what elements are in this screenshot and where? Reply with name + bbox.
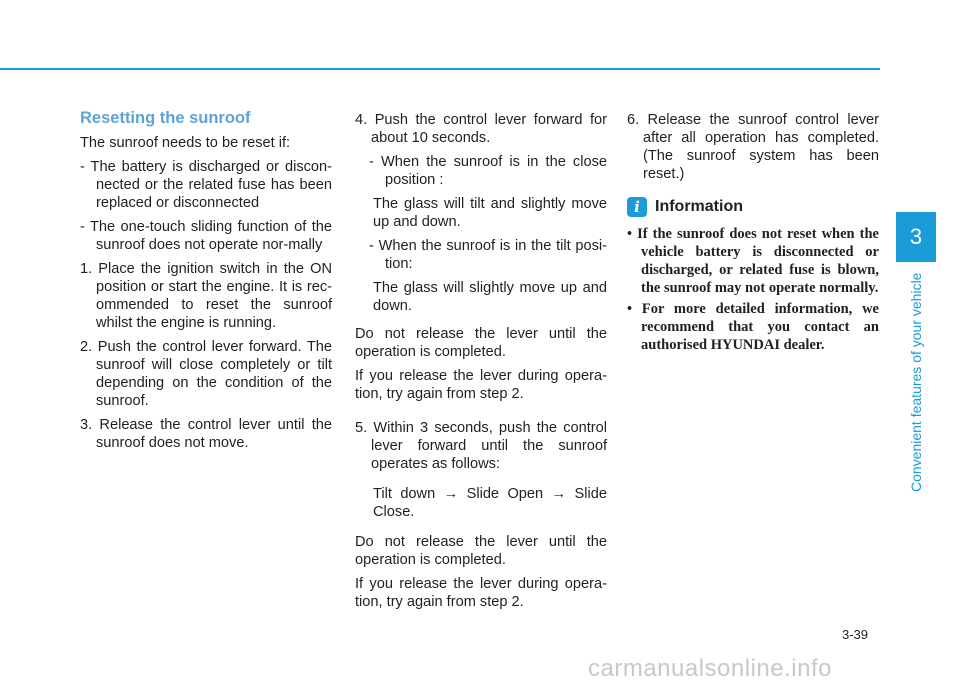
condition-item: - The one-touch sliding function of the sunroof does not operate nor-mally [80,219,332,253]
note-release: Do not release the lever until the operation is completed. [355,534,607,568]
step-4-close-label: - When the sunroof is in the close position : [369,154,607,188]
watermark: carmanualsonline.info [588,655,832,682]
step-4-close-text: The glass will tilt and slightly move up and down. [373,196,607,230]
information-title: Information [655,198,743,215]
step-4-tilt-label: - When the sunroof is in the tilt posi-tion: [369,238,607,272]
condition-item: - The battery is discharged or discon-nected or the related fuse has been replaced or disconnected [80,159,332,211]
column-right [627,111,879,357]
step-6: 6. Release the sunroof control lever after all operation has completed. (The sunroof system has been reset.) [627,112,879,182]
step-4-tilt-text: The glass will slightly move up and down. [373,280,607,314]
step-2: 2. Push the control lever forward. The sunroof will close completely or tilt depending on the condition of the sunroof. [80,339,332,409]
information-bullet: • If the sunroof does not reset when the vehicle battery is disconnected or discharged, or related fuse is blown, the sunroof may not operate normally. [627,226,879,296]
information-bullet: • For more detailed information, we recommend that you contact an authorised HYUNDAI dealer. [627,301,879,353]
step-3: 3. Release the control lever until the sunroof does not move. [80,417,332,451]
section-title: Resetting the sunroof [80,109,251,127]
note-retry: If you release the lever during opera-tion, try again from step 2. [355,368,607,402]
intro-text: The sunroof needs to be reset if: [80,135,291,151]
step-5: 5. Within 3 seconds, push the control lever forward until the sunroof operates as follows: [355,420,607,472]
step-4: 4. Push the control lever forward for about 10 seconds. [355,112,607,146]
info-icon: i [627,197,647,217]
step-1: 1. Place the ignition switch in the ON position or start the engine. It is rec-ommended to reset the sunroof whilst the engine is running. [80,261,332,331]
step-5-sequence: Tilt down → Slide Open → Slide Close. [373,486,607,520]
chapter-number-tab: 3 [896,212,936,262]
information-header [627,197,879,217]
top-divider [0,68,880,70]
column-middle [355,111,607,617]
note-retry: If you release the lever during opera-tion, try again from step 2. [355,576,607,610]
note-release: Do not release the lever until the operation is completed. [355,326,607,360]
page-number: 3-39 [842,627,869,642]
chapter-label: Convenient features of your vehicle [908,272,924,492]
column-left [80,109,332,458]
